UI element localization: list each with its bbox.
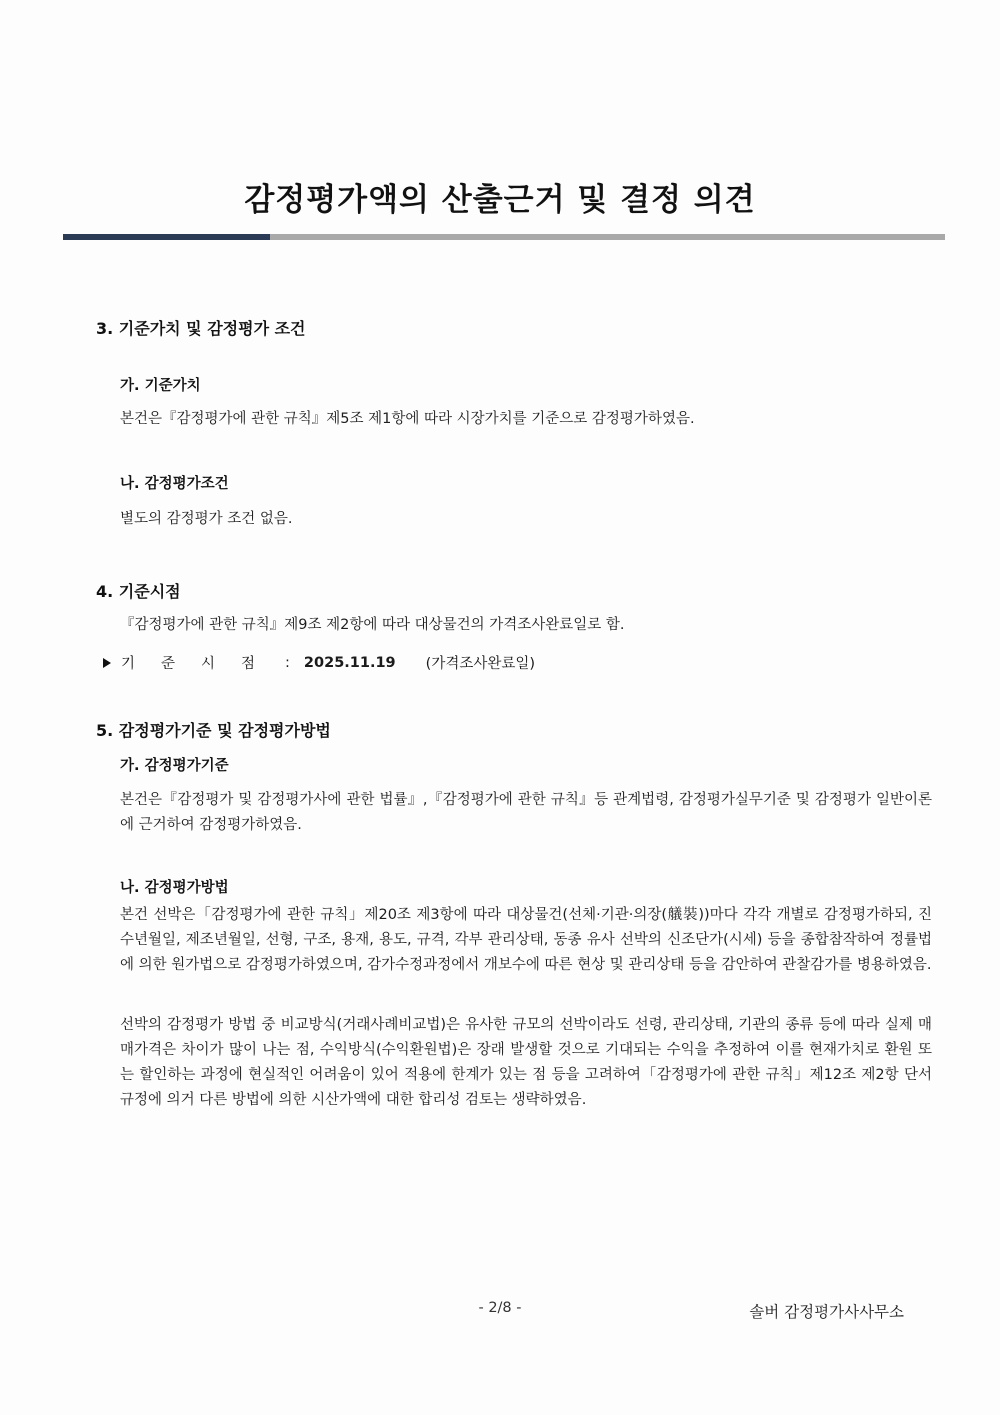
paragraph-base-date: 『감정평가에 관한 규칙』제9조 제2항에 따라 대상물건의 가격조사완료일로 함. <box>120 617 625 633</box>
section-heading-3: 3. 기준가치 및 감정평가 조건 <box>96 319 306 338</box>
subheading-appraisal-method: 나. 감정평가방법 <box>120 880 229 896</box>
paragraph-standard-value: 본건은『감정평가에 관한 규칙』제5조 제1항에 따라 시장가치를 기준으로 감정평가하였음. <box>120 411 695 427</box>
base-date-label: 기준시점 <box>121 656 282 672</box>
title-rule <box>63 234 945 240</box>
base-date-value: 2025.11.19 <box>303 654 396 671</box>
base-date-note: (가격조사완료일) <box>425 656 536 672</box>
base-date-colon: : <box>285 654 290 671</box>
subheading-appraisal-condition: 나. 감정평가조건 <box>120 476 229 492</box>
paragraph-appraisal-condition: 별도의 감정평가 조건 없음. <box>120 511 293 527</box>
arrow-bullet-icon <box>103 658 111 668</box>
page-title: 감정평가액의 산출근거 및 결정 의견 <box>244 182 756 218</box>
paragraph-appraisal-method: 본건 선박은「감정평가에 관한 규칙」제20조 제3항에 따라 대상물건(선체·기관·의장(艤裝))마다 각각 개별로 감정평가하되, 진수년월일, 제조년월일, 선형, 구조, 용재, 용도, 규격, 각부 관리상태, 동종 유사 선박의 신조단가(시세) 등을 종합참작하여 정률법에 의한 원가법으로 감정평가하였으며, 감가수정과정에서 개보수에 따른 현상 및 관리상태 등을 감안하여 관찰감가를 병용하였음. <box>120 907 932 973</box>
subheading-standard-value: 가. 기준가치 <box>120 378 201 394</box>
base-date-line <box>103 652 535 673</box>
section-heading-5: 5. 감정평가기준 및 감정평가방법 <box>96 721 331 740</box>
paragraph-appraisal-standard: 본건은『감정평가 및 감정평가사에 관한 법률』,『감정평가에 관한 규칙』등 관계법령, 감정평가실무기준 및 감정평가 일반이론에 근거하여 감정평가하였음. <box>120 792 932 833</box>
subheading-appraisal-standard: 가. 감정평가기준 <box>120 758 229 774</box>
office-name: 솔버 감정평가사사무소 <box>749 1303 904 1321</box>
page-number: - 2/8 - <box>478 1300 522 1316</box>
paragraph-comparison-method: 선박의 감정평가 방법 중 비교방식(거래사례비교법)은 유사한 규모의 선박이라도 선령, 관리상태, 기관의 종류 등에 따라 실제 매매가격은 차이가 많이 나는 점, 수익방식(수익환원법)은 장래 발생할 것으로 기대되는 수익을 추정하여 이를 현재가치로 환원 또는 할인하는 과정에 현실적인 어려움이 있어 적용에 한계가 있는 점 등을 고려하여「감정평가에 관한 규칙」제12조 제2항 단서 규정에 의거 다른 방법에 의한 시산가액에 대한 합리성 검토는 생략하였음. <box>120 1017 932 1108</box>
section-heading-4: 4. 기준시점 <box>96 582 181 601</box>
